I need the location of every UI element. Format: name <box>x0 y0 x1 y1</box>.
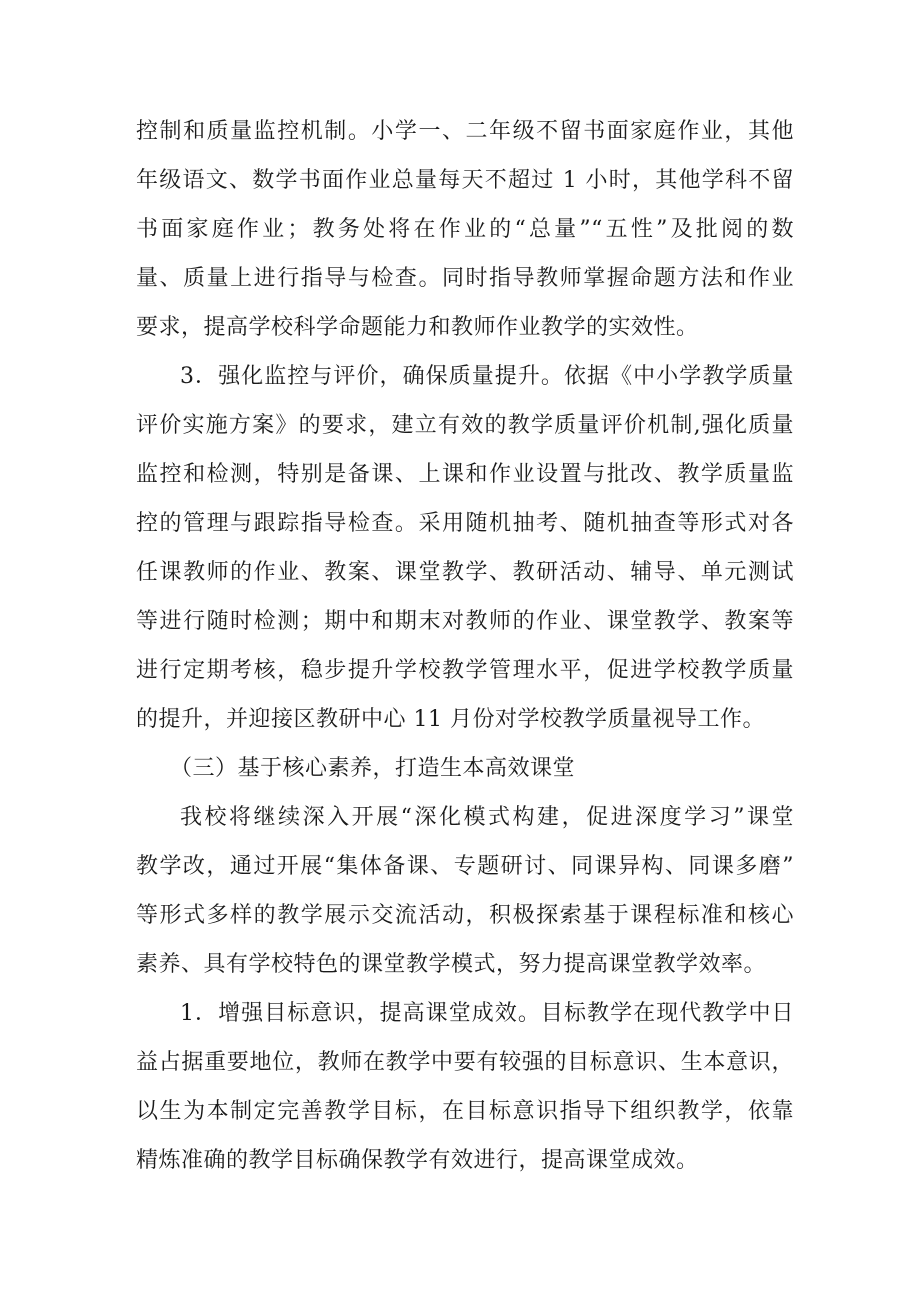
text-line: 量、质量上进行指导与检查。同时指导教师掌握命题方法和作业 <box>136 266 794 291</box>
text-line: 控的管理与跟踪指导检查。采用随机抽考、随机抽查等形式对各 <box>136 511 794 536</box>
section-heading: （三）基于核心素养，打造生本高效课堂 <box>170 756 576 781</box>
text-line: 精炼准确的教学目标确保教学有效进行，提高课堂成效。 <box>136 1148 699 1173</box>
text-line: 评价实施方案》的要求，建立有效的教学质量评价机制,强化质量 <box>136 413 794 438</box>
text-line: 监控和检测，特别是备课、上课和作业设置与批改、教学质量监 <box>136 462 794 487</box>
text-line: 年级语文、数学书面作业总量每天不超过 1 小时，其他学科不留 <box>136 168 794 193</box>
text-line: 教学改，通过开展“集体备课、专题研讨、同课异构、同课多磨” <box>136 854 794 879</box>
text-line: 1．增强目标意识，提高课堂成效。目标教学在现代教学中日 <box>180 1001 794 1026</box>
text-line: 我校将继续深入开展“深化模式构建，促进深度学习”课堂 <box>180 805 794 830</box>
text-line: 益占据重要地位，教师在教学中要有较强的目标意识、生本意识， <box>136 1050 794 1075</box>
paragraph-classroom-reform <box>136 793 794 989</box>
text-line: 任课教师的作业、教案、课堂教学、教研活动、辅导、单元测试 <box>136 560 794 585</box>
text-line: 进行定期考核，稳步提升学校教学管理水平，促进学校教学质量 <box>136 658 794 683</box>
paragraph-goal-awareness <box>136 989 794 1185</box>
text-line: 要求，提高学校科学命题能力和教师作业教学的实效性。 <box>136 315 699 340</box>
document-body <box>136 107 794 1185</box>
text-line: 等进行随时检测；期中和期末对教师的作业、课堂教学、教案等 <box>136 609 794 634</box>
text-line: 的提升，并迎接区教研中心 11 月份对学校教学质量视导工作。 <box>136 707 765 732</box>
text-line: 以生为本制定完善教学目标，在目标意识指导下组织教学，依靠 <box>136 1099 794 1124</box>
text-line: 书面家庭作业；教务处将在作业的“总量”“五性”及批阅的数 <box>136 217 794 242</box>
text-line: 控制和质量监控机制。小学一、二年级不留书面家庭作业，其他 <box>136 119 794 144</box>
text-line: 等形式多样的教学展示交流活动，积极探索基于课程标准和核心 <box>136 903 794 928</box>
text-line: 3．强化监控与评价，确保质量提升。依据《中小学教学质量 <box>180 364 794 389</box>
paragraph-quality-control <box>136 107 794 352</box>
paragraph-monitoring-evaluation <box>136 352 794 744</box>
text-line: 素养、具有学校特色的课堂教学模式，努力提高课堂教学效率。 <box>136 952 767 977</box>
